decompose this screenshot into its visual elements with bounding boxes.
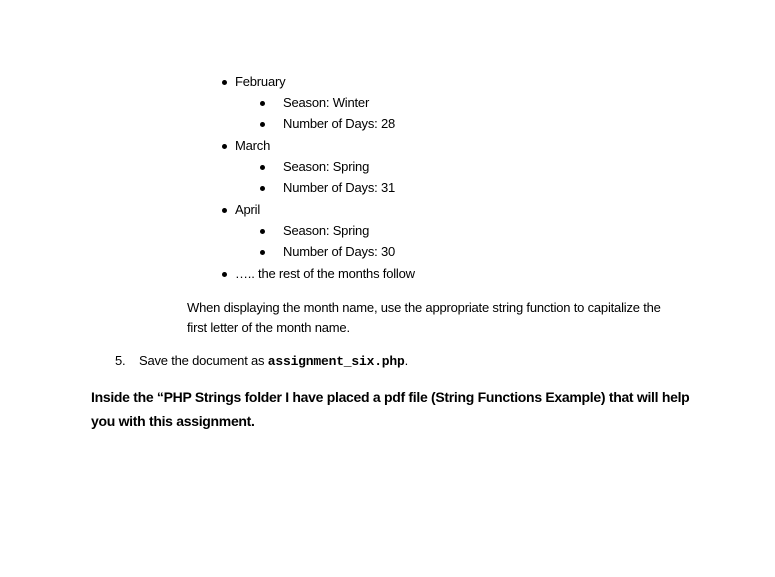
bullet-icon [260,165,265,170]
instruction-line-1: When displaying the month name, use the appropriate string function to capitalize the [187,300,661,315]
month-days: Number of Days: 31 [283,180,396,195]
month-name: February [235,74,286,89]
bullet-icon [222,80,227,85]
bullet-icon [222,272,227,277]
rest-of-months: ….. the rest of the months follow [235,266,415,281]
month-days: Number of Days: 30 [283,244,396,259]
bullet-icon [260,229,265,234]
step-number: 5. [115,353,126,368]
step-text: Save the document as [139,353,268,368]
month-name: March [235,138,271,153]
month-days: Number of Days: 28 [283,116,396,131]
month-season: Season: Spring [283,223,370,238]
month-name: April [235,202,261,217]
filename: assignment_six.php [267,354,405,369]
bullet-icon [260,186,265,191]
step-5 [139,353,408,370]
bullet-icon [222,144,227,149]
instruction-line-2: first letter of the month name. [187,320,350,335]
bullet-icon [260,250,265,255]
step-end: . [404,353,409,368]
bullet-icon [222,208,227,213]
bullet-icon [260,101,265,106]
bullet-icon [260,122,265,127]
month-season: Season: Winter [283,95,370,110]
note-line-1: Inside the “PHP Strings folder I have placed a pdf file (String Functions Example) that will help [91,389,690,405]
note-line-2: you with this assignment. [91,413,255,429]
month-season: Season: Spring [283,159,370,174]
